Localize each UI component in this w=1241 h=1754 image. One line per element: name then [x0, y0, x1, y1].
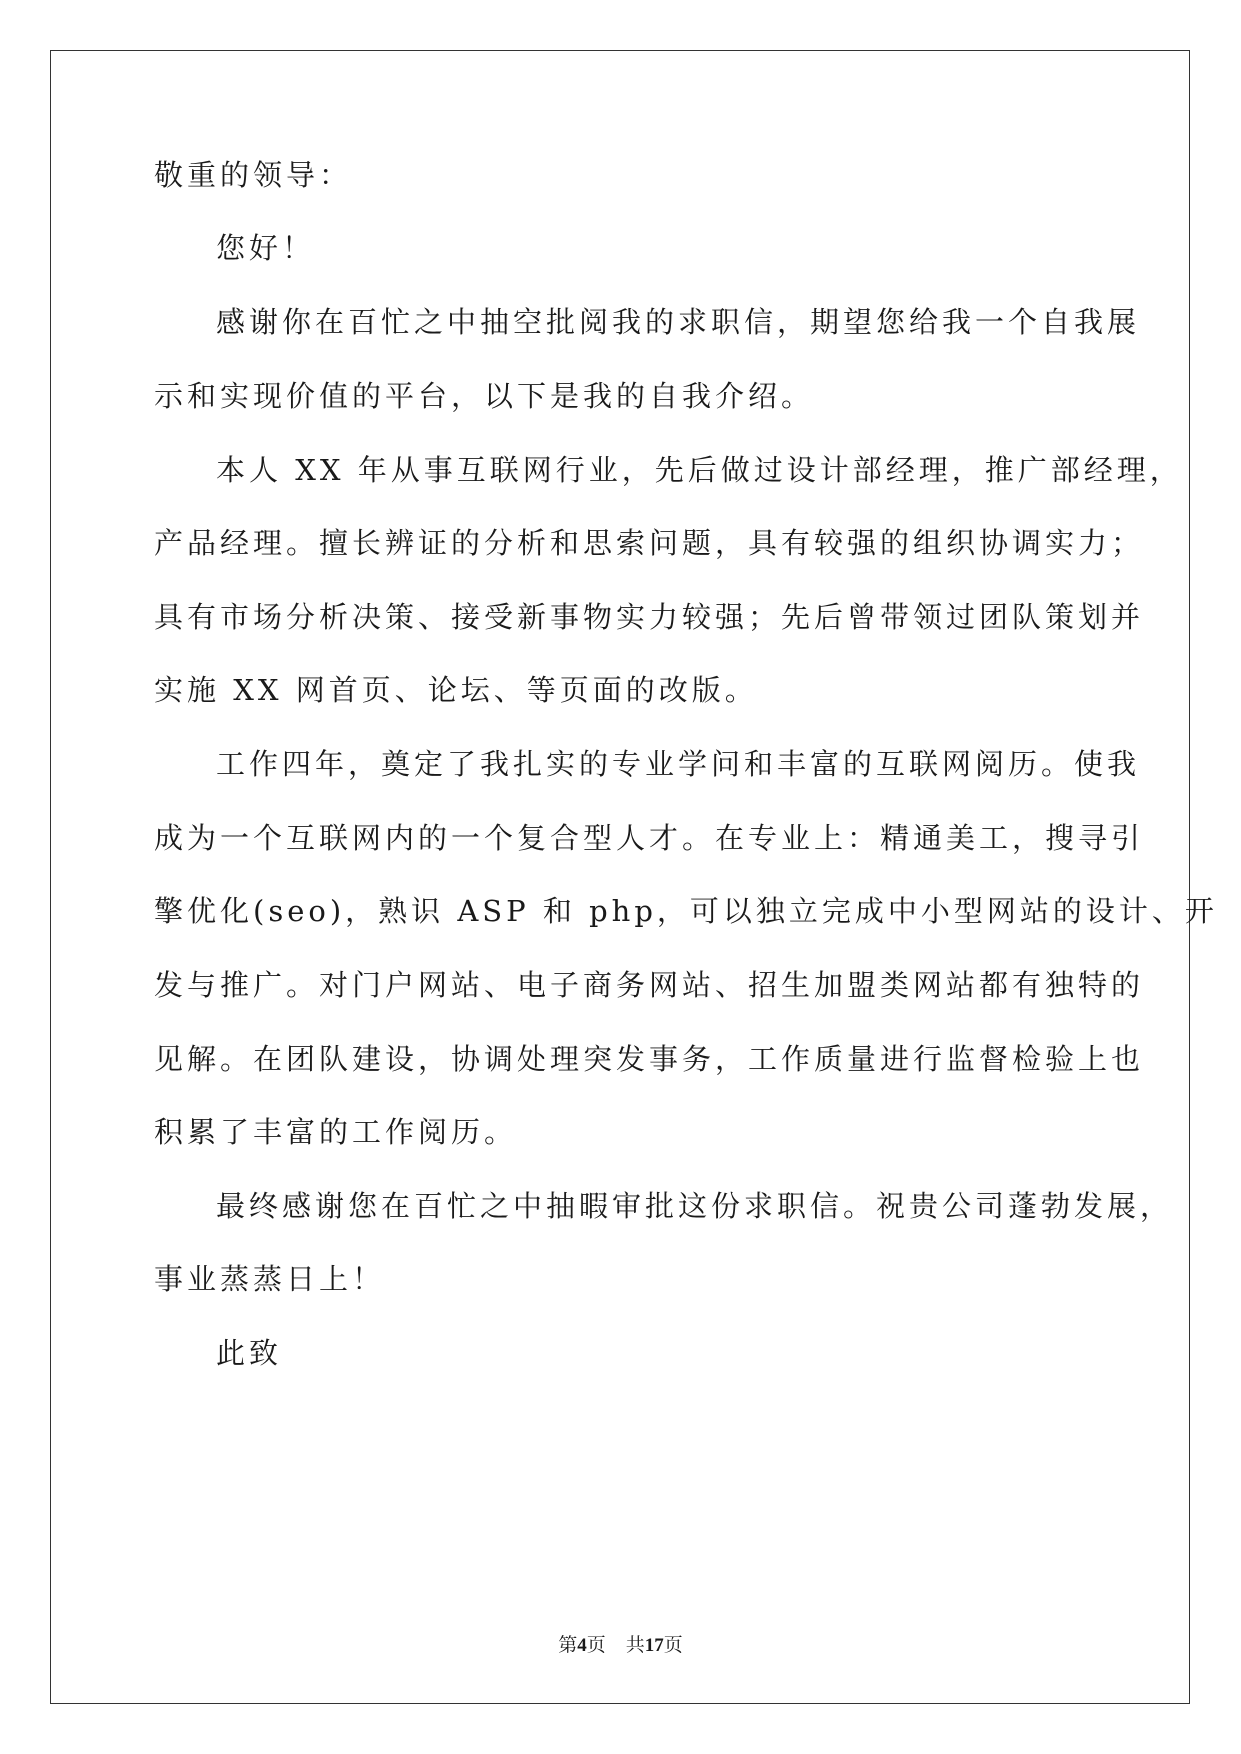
page-prefix: 第 [558, 1635, 578, 1656]
page-total: 17 [644, 1635, 664, 1656]
paragraph-line: 积累了丰富的工作阅历。 [154, 1115, 518, 1149]
closing: 此致 [216, 1336, 283, 1370]
page-current: 4 [577, 1635, 587, 1656]
paragraph-line: 发与推广。对门户网站、电子商务网站、招生加盟类网站都有独特的 [154, 968, 1145, 1002]
paragraph-line: 实施 XX 网首页、论坛、等页面的改版。 [154, 673, 758, 707]
paragraph-line: 见解。在团队建设，协调处理突发事务，工作质量进行监督检验上也 [154, 1042, 1145, 1076]
total-prefix: 共 [625, 1635, 645, 1656]
paragraph-line: 擎优化(seo)，熟识 ASP 和 php，可以独立完成中小型网站的设计、开 [154, 894, 1218, 928]
paragraph-line: 具有市场分析决策、接受新事物实力较强；先后曾带领过团队策划并 [154, 600, 1145, 634]
paragraph-line: 事业蒸蒸日上！ [154, 1262, 386, 1296]
paragraph-line: 感谢你在百忙之中抽空批阅我的求职信，期望您给我一个自我展 [216, 305, 1141, 339]
page-number-footer [0, 1634, 1241, 1658]
paragraph-line: 最终感谢您在百忙之中抽暇审批这份求职信。祝贵公司蓬勃发展， [216, 1189, 1174, 1223]
paragraph-line: 本人 XX 年从事互联网行业，先后做过设计部经理，推广部经理， [216, 453, 1183, 487]
salutation: 敬重的领导： [154, 158, 353, 192]
paragraph-line: 产品经理。擅长辨证的分析和思索问题，具有较强的组织协调实力； [154, 526, 1145, 560]
total-unit: 页 [663, 1635, 683, 1656]
page-frame [50, 50, 1190, 1704]
paragraph-line: 工作四年，奠定了我扎实的专业学问和丰富的互联网阅历。使我 [216, 747, 1141, 781]
paragraph-line: 示和实现价值的平台，以下是我的自我介绍。 [154, 379, 815, 413]
page-unit: 页 [586, 1635, 606, 1656]
greeting: 您好！ [216, 231, 316, 265]
paragraph-line: 成为一个互联网内的一个复合型人才。在专业上：精通美工，搜寻引 [154, 821, 1145, 855]
